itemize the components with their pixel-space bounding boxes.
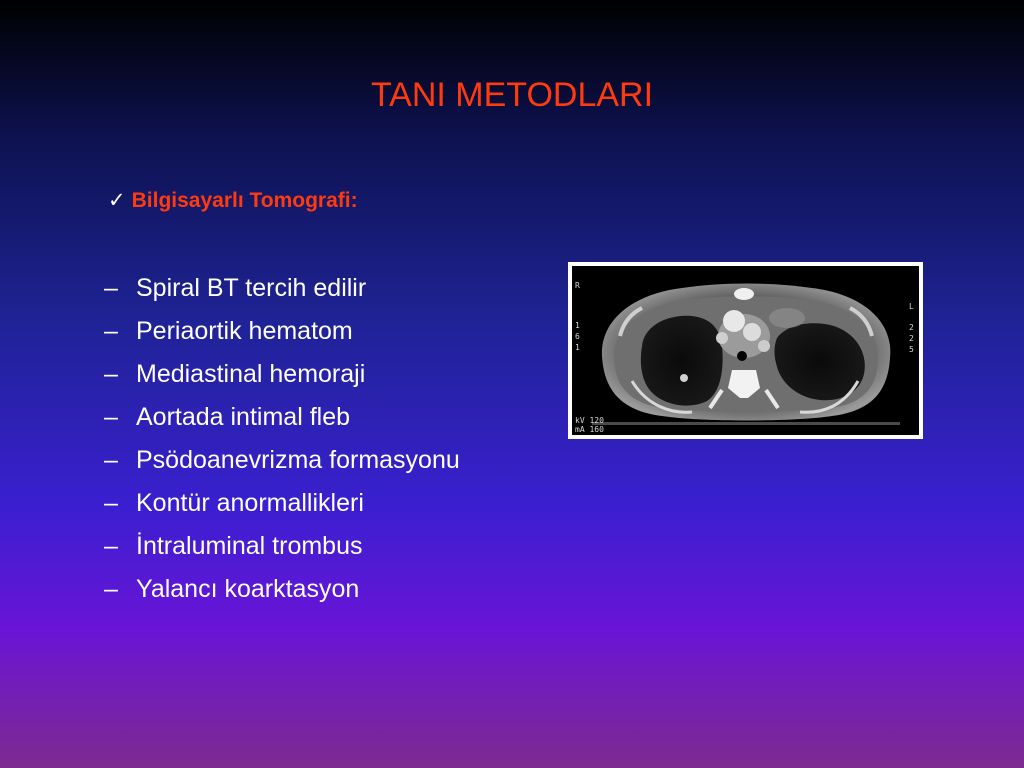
list-item bbox=[104, 272, 544, 305]
dash-bullet: – bbox=[104, 360, 118, 388]
list-item-text: Kontür anormallikleri bbox=[136, 489, 364, 517]
orientation-marker-right: R bbox=[575, 281, 580, 290]
bullet-list bbox=[104, 272, 544, 616]
section-heading bbox=[108, 188, 358, 213]
dash-bullet: – bbox=[104, 317, 118, 345]
list-item bbox=[104, 444, 544, 477]
list-item bbox=[104, 401, 544, 434]
list-item-text: Periaortik hematom bbox=[136, 317, 353, 345]
dash-bullet: – bbox=[104, 274, 118, 302]
ct-scan-image bbox=[572, 266, 919, 435]
list-item bbox=[104, 358, 544, 391]
list-item-text: Psödoanevrizma formasyonu bbox=[136, 446, 460, 474]
dash-bullet: – bbox=[104, 446, 118, 474]
list-item-text: Spiral BT tercih edilir bbox=[136, 274, 367, 302]
list-item bbox=[104, 573, 544, 606]
list-item bbox=[104, 487, 544, 520]
ct-image-frame bbox=[568, 262, 923, 439]
slide-title: TANI METODLARI bbox=[370, 76, 654, 114]
orientation-marker-left: L bbox=[909, 302, 914, 311]
ma-readout: mA 160 bbox=[575, 425, 604, 434]
list-item bbox=[104, 315, 544, 348]
section-heading-text: Bilgisayarlı Tomografi: bbox=[131, 188, 358, 212]
kv-readout: kV 120 bbox=[575, 416, 604, 425]
scale-left: 1 6 1 bbox=[575, 321, 580, 352]
list-item-text: Aortada intimal fleb bbox=[136, 403, 351, 431]
ct-scan-drawing bbox=[572, 266, 919, 435]
list-item-text: İntraluminal trombus bbox=[136, 532, 363, 560]
scale-right: 2 2 5 bbox=[909, 323, 914, 354]
list-item bbox=[104, 530, 544, 563]
dash-bullet: – bbox=[104, 532, 118, 560]
list-item-text: Yalancı koarktasyon bbox=[136, 575, 360, 603]
dash-bullet: – bbox=[104, 575, 118, 603]
dash-bullet: – bbox=[104, 489, 118, 517]
dash-bullet: – bbox=[104, 403, 118, 431]
checkmark-icon: ✓ bbox=[108, 189, 126, 212]
list-item-text: Mediastinal hemoraji bbox=[136, 360, 366, 388]
